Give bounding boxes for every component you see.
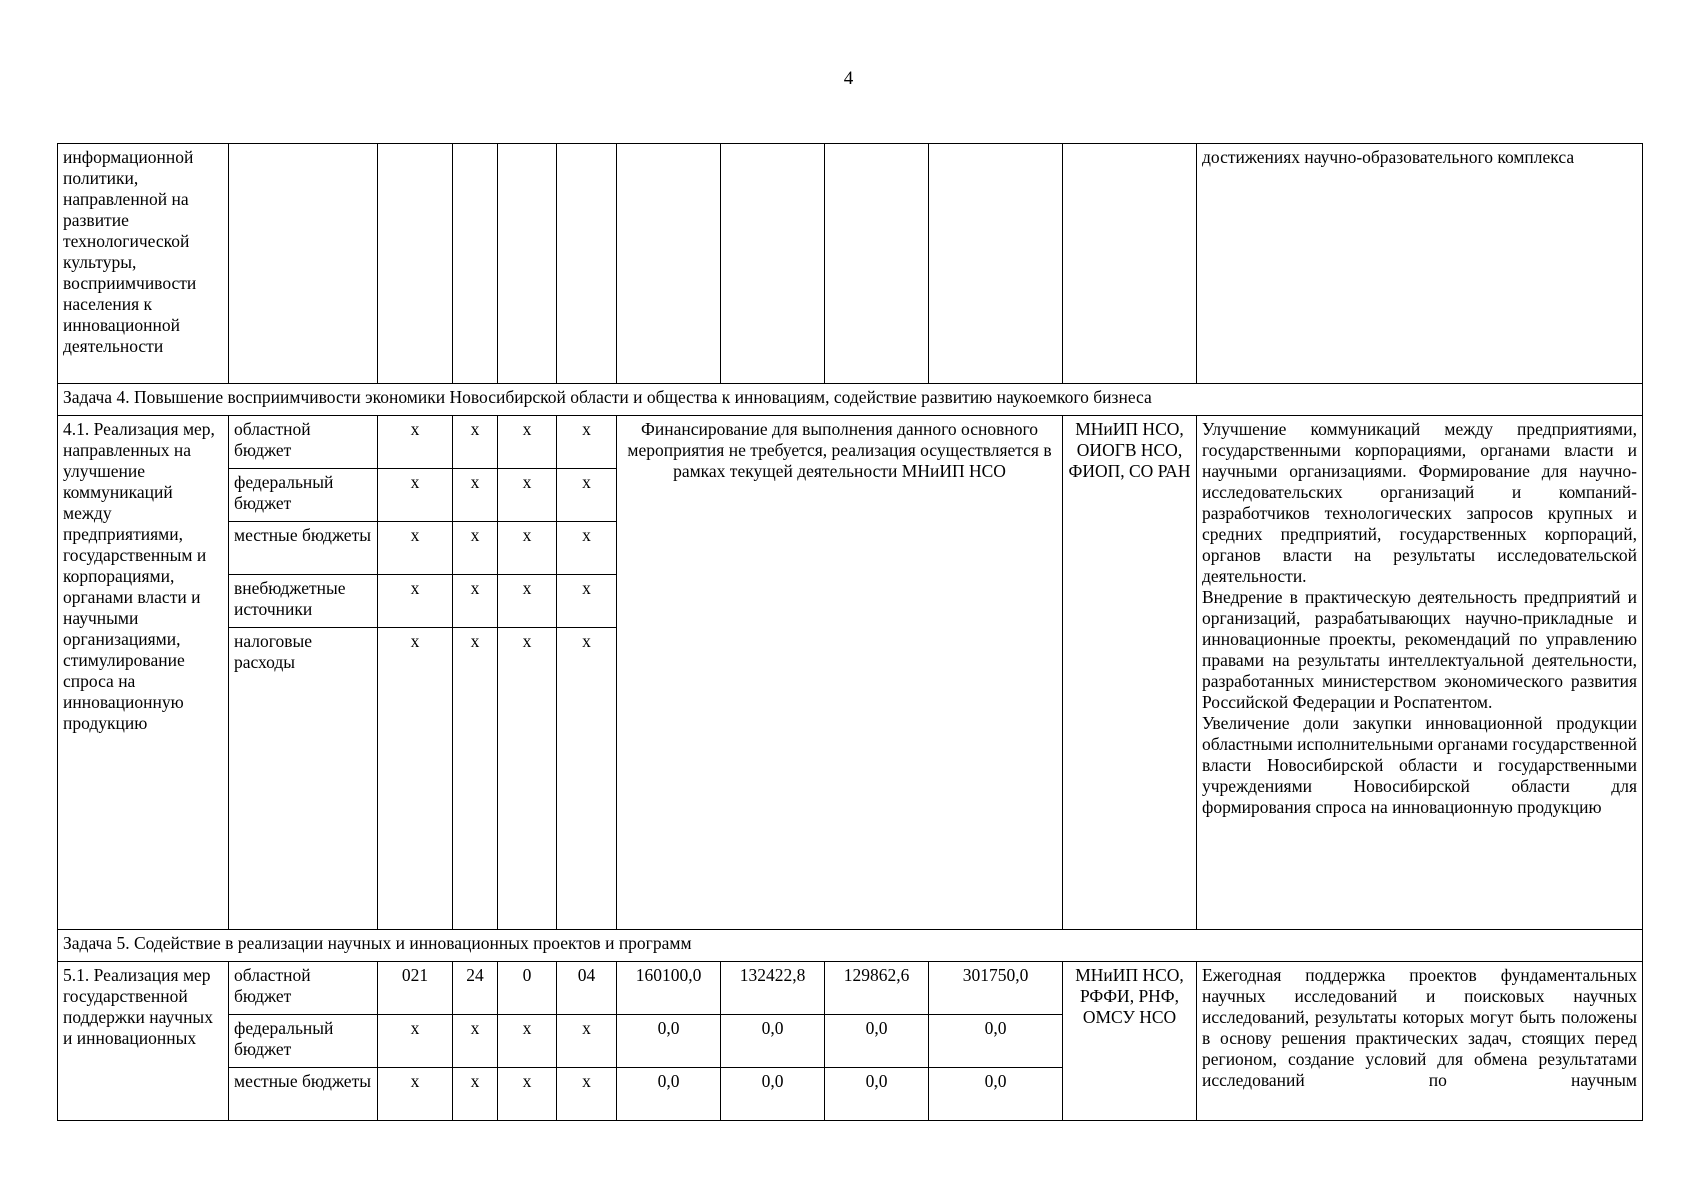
result-paragraph: Ежегодная поддержка проектов фундаментальных научных исследований и поисковых научных исследований, результаты которых могут быть положены в основу решения практических задач, стоящих перед регионом, создание условий для обмена результатами исследований по научным (1202, 965, 1637, 1090)
om-code: х (557, 1015, 617, 1068)
rz-code: х (453, 416, 498, 469)
expected-result-cell (1197, 962, 1643, 1121)
om-code: х (557, 469, 617, 522)
page-number: 4 (843, 68, 854, 89)
rz-code: х (453, 522, 498, 575)
amount-total: 0,0 (929, 1015, 1063, 1068)
funding-source-label: федеральный бюджет (229, 469, 378, 522)
gp-code: х (378, 575, 453, 628)
pr-code: х (498, 1068, 557, 1121)
amount-year-3: 0,0 (825, 1068, 929, 1121)
pr-code: 0 (498, 962, 557, 1015)
amount-year-3: 129862,6 (825, 962, 929, 1015)
expected-result-cell (1197, 416, 1643, 930)
executors-cell: МНиИП НСО, РФФИ, РНФ, ОМСУ НСО (1063, 962, 1197, 1121)
amount-year-1: 0,0 (617, 1068, 721, 1121)
result-paragraph: Улучшение коммуникаций между предприятиями, государственными корпорациями, органами власти и научными организациями. Формирование для научно-исследовательских организаций и компаний-разработчиков технологических запросов крупных и средних предприятий, государственных корпораций, органов власти на результаты исследовательской деятельности. (1202, 419, 1637, 586)
funding-source-label: налоговые расходы (229, 628, 378, 930)
financing-note: Финансирование для выполнения данного основного мероприятия не требуется, реализация осуществляется в рамках текущей деятельности МНиИП НСО (617, 416, 1063, 930)
rz-code: 24 (453, 962, 498, 1015)
funding-source-label: внебюджетные источники (229, 575, 378, 628)
gp-code: х (378, 1068, 453, 1121)
pr-code: х (498, 522, 557, 575)
activity-name-cell: 5.1. Реализация мер государственной поддержки научных и инновационных (58, 962, 229, 1121)
gp-code: х (378, 469, 453, 522)
amount-total: 301750,0 (929, 962, 1063, 1015)
funding-source-label: областной бюджет (229, 416, 378, 469)
pr-code: х (498, 575, 557, 628)
amount-year-1: 0,0 (617, 1015, 721, 1068)
funding-source-label: областной бюджет (229, 962, 378, 1015)
task-5-source-row (58, 962, 1643, 1015)
task-4-source-row (58, 416, 1643, 469)
activity-name-cell: информационной политики, направленной на развитие технологической культуры, восприимчивости населения к инновационной деятельности (58, 144, 229, 384)
program-activities-table (57, 143, 1643, 1121)
result-paragraph: Увеличение доли закупки инновационной продукции областными исполнительными органами государственной власти Новосибирской области и государственными учреждениями Новосибирской области для формирования спроса на инновационную продукцию (1202, 713, 1637, 817)
rz-code: х (453, 575, 498, 628)
funding-source-label: местные бюджеты (229, 1068, 378, 1121)
task-title: Задача 5. Содействие в реализации научных и инновационных проектов и программ (58, 930, 1643, 962)
amount-total: 0,0 (929, 1068, 1063, 1121)
om-code: х (557, 1068, 617, 1121)
gp-code: х (378, 628, 453, 930)
om-code: х (557, 575, 617, 628)
funding-source-label: федеральный бюджет (229, 1015, 378, 1068)
om-code: х (557, 522, 617, 575)
amount-year-2: 0,0 (721, 1068, 825, 1121)
pr-code: х (498, 1015, 557, 1068)
expected-result-cell: достижениях научно-образовательного комплекса (1197, 144, 1643, 384)
amount-year-2: 132422,8 (721, 962, 825, 1015)
amount-year-2: 0,0 (721, 1015, 825, 1068)
gp-code: х (378, 522, 453, 575)
om-code: х (557, 628, 617, 930)
rz-code: х (453, 628, 498, 930)
amount-year-1: 160100,0 (617, 962, 721, 1015)
om-code: х (557, 416, 617, 469)
pr-code: х (498, 628, 557, 930)
pr-code: х (498, 469, 557, 522)
gp-code: х (378, 416, 453, 469)
pr-code: х (498, 416, 557, 469)
gp-code: 021 (378, 962, 453, 1015)
gp-code: х (378, 1015, 453, 1068)
rz-code: х (453, 469, 498, 522)
funding-source-label: местные бюджеты (229, 522, 378, 575)
task-5-header-row (58, 930, 1643, 962)
rz-code: х (453, 1068, 498, 1121)
task-4-header-row (58, 384, 1643, 416)
executors-cell: МНиИП НСО, ОИОГВ НСО, ФИОП, СО РАН (1063, 416, 1197, 930)
om-code: 04 (557, 962, 617, 1015)
activity-name-cell: 4.1. Реализация мер, направленных на улучшение коммуникаций между предприятиями, государственным и корпорациями, органами власти и научными организациями, стимулирование спроса на инновационную продукцию (58, 416, 229, 930)
continuation-row (58, 144, 1643, 384)
amount-year-3: 0,0 (825, 1015, 929, 1068)
task-title: Задача 4. Повышение восприимчивости экономики Новосибирской области и общества к инновациям, содействие развитию наукоемкого бизнеса (58, 384, 1643, 416)
rz-code: х (453, 1015, 498, 1068)
result-paragraph: Внедрение в практическую деятельность предприятий и организаций, разрабатывающих научно-прикладные и инновационные проекты, рекомендаций по управлению правами на результаты интеллектуальной деятельности, разработанных министерством экономического развития Российской Федерации и Роспатентом. (1202, 587, 1637, 712)
